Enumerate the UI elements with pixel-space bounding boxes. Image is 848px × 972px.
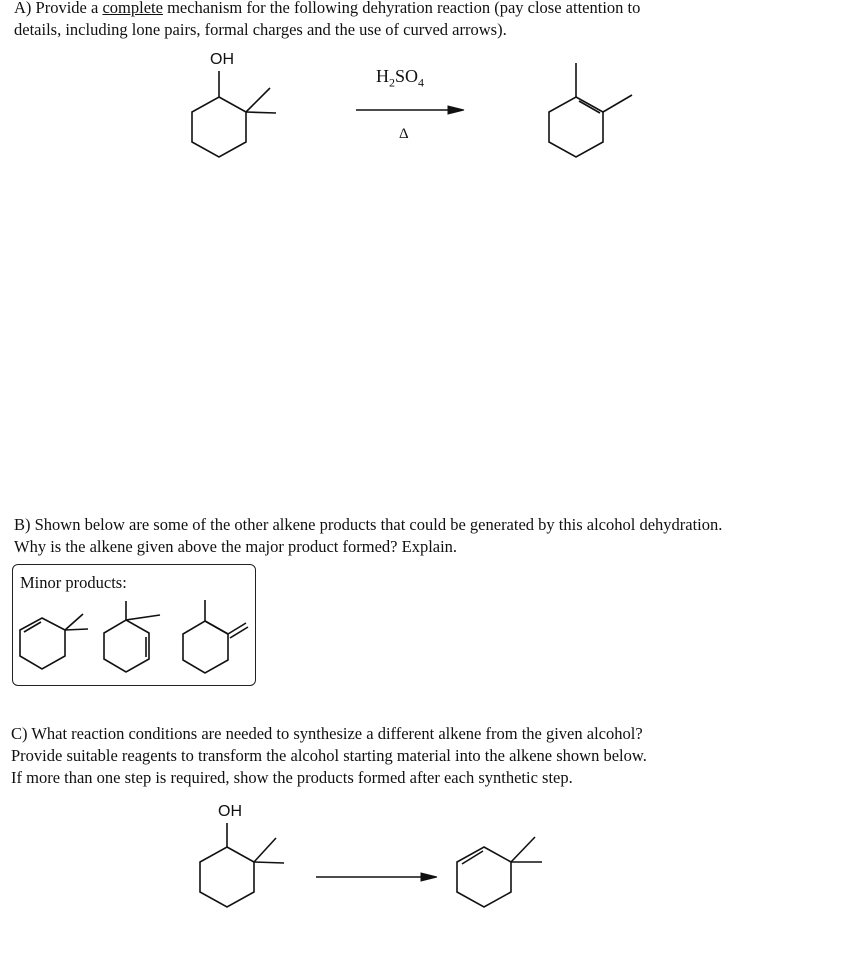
- target-alkene-structure: [457, 837, 542, 907]
- starting-alcohol-structure-c: [200, 823, 284, 907]
- part-a-underlined-word: complete: [102, 0, 163, 17]
- reaction-arrow-a: [356, 106, 464, 114]
- part-a-line-2: details, including lone pairs, formal charges and the use of curved arrows).: [14, 20, 507, 39]
- reagent-sub-1: 2: [389, 75, 395, 90]
- reagent-sub-2: 4: [418, 75, 425, 90]
- reagent-so: SO: [395, 66, 419, 86]
- part-a-line-1-start: A) Provide a: [14, 0, 103, 17]
- part-b-line-2: Why is the alkene given above the major product formed? Explain.: [14, 537, 458, 556]
- oh-label-a: OH: [210, 51, 234, 68]
- part-a-line-1-end: mechanism for the following dehyration reaction (pay close attention to: [162, 0, 641, 17]
- reaction-arrow-c: [316, 873, 437, 881]
- part-c-line-2: Provide suitable reagents to transform the alcohol starting material into the alkene shown below.: [11, 746, 647, 765]
- part-b-line-1: B) Shown below are some of the other alkene products that could be generated by this alcohol dehydration.: [14, 515, 723, 534]
- part-c-line-3: If more than one step is required, show the products formed after each synthetic step.: [11, 768, 573, 787]
- heat-symbol: Δ: [399, 126, 409, 142]
- starting-alcohol-structure-a: [192, 71, 276, 157]
- major-product-structure: [549, 63, 632, 157]
- reagent-h: H: [376, 66, 389, 86]
- part-c-line-1: C) What reaction conditions are needed to synthesize a different alkene from the given alcohol?: [11, 724, 643, 743]
- oh-label-c: OH: [218, 803, 242, 820]
- minor-products-label: Minor products:: [20, 573, 127, 592]
